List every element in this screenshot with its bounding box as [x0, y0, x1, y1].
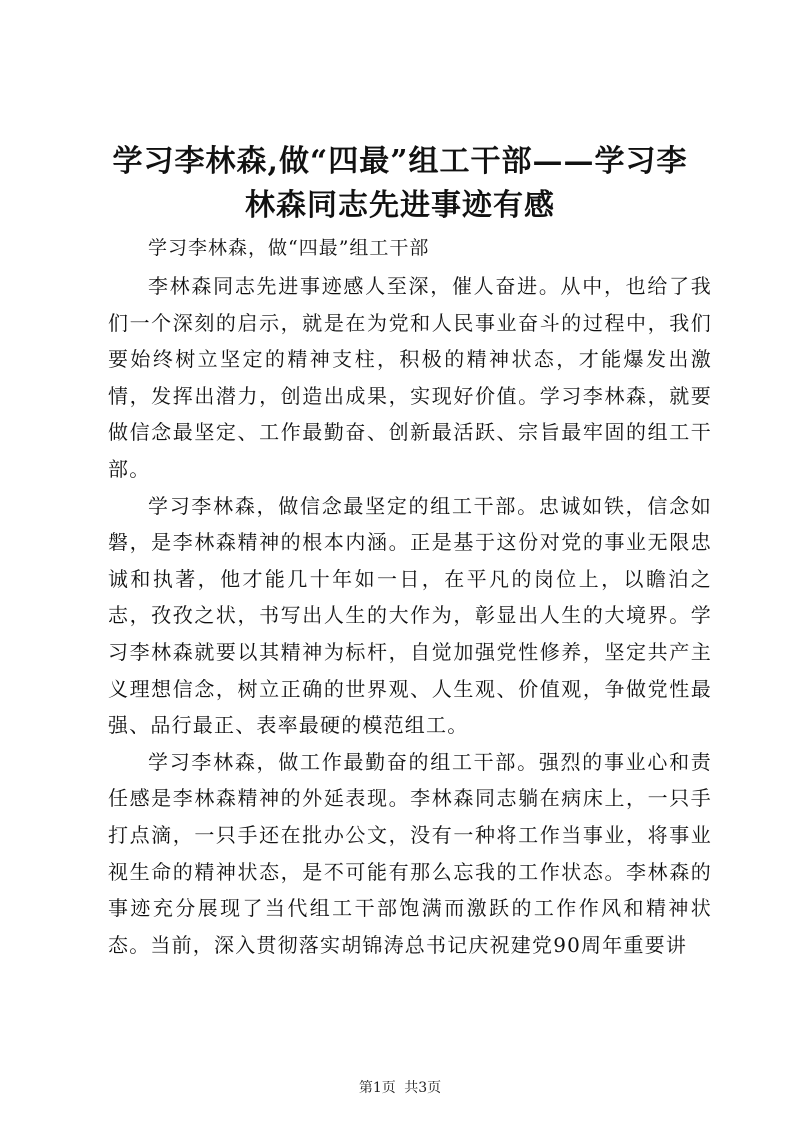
- document-body: [108, 268, 712, 963]
- paragraph: 学习李林森，做工作最勤奋的组工干部。强烈的事业心和责任感是李林森精神的外延表现。李林森同志躺在病床上，一只手打点滴，一只手还在批办公文，没有一种将工作当事业，将事业视生命的精神状态，是不可能有那么忘我的工作状态。李林森的事迹充分展现了当代组工干部饱满而激跃的工作作风和精神状态。当前，深入贯彻落实胡锦涛总书记庆祝建党90周年重要讲: [108, 749, 712, 957]
- title-line-1: 学习李林森,做“四最”组工干部——学习李: [112, 144, 688, 179]
- page-total: 共3页: [404, 1080, 442, 1096]
- paragraph: 学习李林森，做信念最坚定的组工干部。忠诚如铁，信念如磐，是李林森精神的根本内涵。正是基于这份对党的事业无限忠诚和执著，他才能几十年如一日，在平凡的岗位上，以瞻泊之志，孜孜之状，书写出人生的大作为，彰显出人生的大境界。学习李林森就要以其精神为标杆，自觉加强党性修养，坚定共产主义理想信念，树立正确的世界观、人生观、价值观，争做党性最强、品行最正、表率最硬的模范组工。: [108, 493, 712, 738]
- document-subtitle: 学习李林森，做“四最”组工干部: [148, 237, 430, 259]
- paragraph: 李林森同志先进事迹感人至深，催人奋进。从中，也给了我们一个深刻的启示，就是在为党和人民事业奋斗的过程中，我们要始终树立坚定的精神支柱，积极的精神状态，才能爆发出激情，发挥出潜力，创造出成果，实现好价值。学习李林森，就要做信念最坚定、工作最勤奋、创新最活跃、宗旨最牢固的组工干部。: [108, 274, 712, 481]
- title-line-2: 林森同志先进事迹有感: [245, 188, 555, 223]
- page-number: 第1页: [358, 1080, 396, 1096]
- document-title: [100, 140, 700, 228]
- page-footer: [0, 1078, 800, 1098]
